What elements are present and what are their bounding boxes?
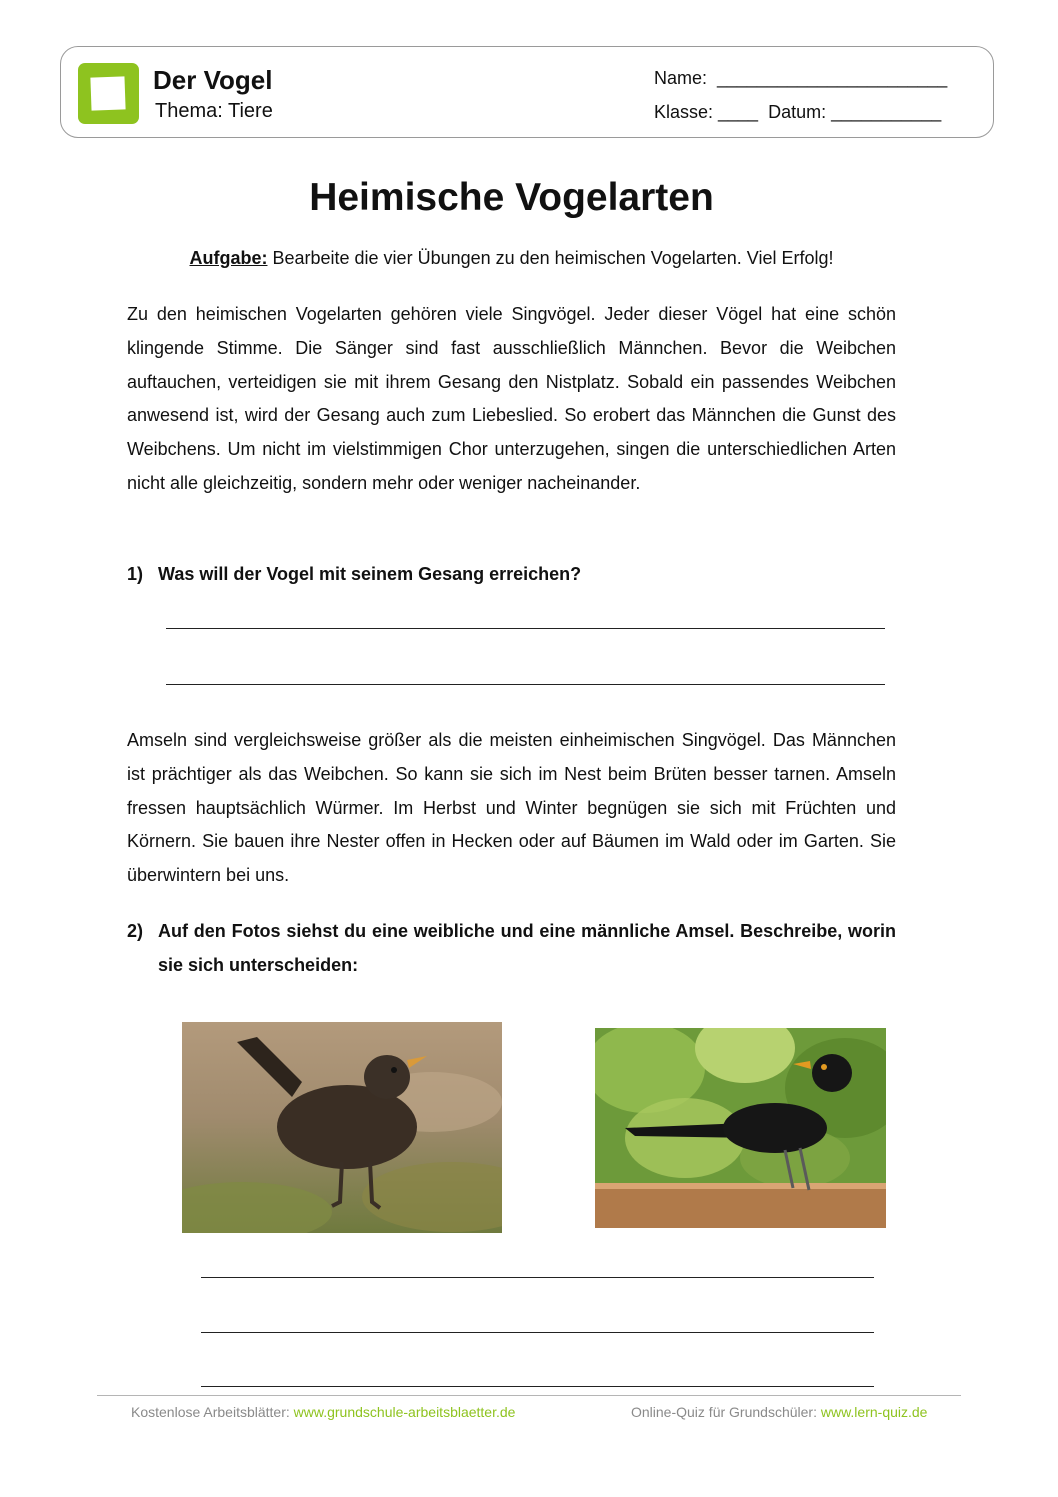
footer-right-text: Online-Quiz für Grundschüler: [631,1404,821,1420]
answer-line[interactable] [201,1332,874,1333]
footer-left-link[interactable]: www.grundschule-arbeitsblaetter.de [293,1404,516,1420]
worksheet-header [60,46,994,138]
footer-divider [97,1395,961,1396]
footer-right-link[interactable]: www.lern-quiz.de [820,1404,928,1420]
question-text: Auf den Fotos siehst du eine weibliche und eine männliche Amsel. Beschreibe, worin sie sich unterscheiden: [158,921,896,975]
name-field[interactable]: Name: _______________________ [654,68,948,88]
male-blackbird-photo [595,1028,886,1228]
logo-icon [78,63,139,124]
reading-paragraph-1: Zu den heimischen Vogelarten gehören viele Singvögel. Jeder dieser Vögel hat eine schön klingende Stimme. Die Sänger sind fast ausschließlich Männchen. Bevor die Weibchen auftauchen, verteidigen sie mit ihrem Gesang den Nistplatz. Sobald ein passendes Weibchen anwesend ist, wird der Gesang auch zum Liebeslied. So erobert das Männchen die Gunst des Weibchens. Um nicht im vielstimmigen Chor unterzugehen, singen die unterschiedlichen Arten nicht alle gleichzeitig, sondern mehr oder weniger nacheinander. [127,304,896,493]
question-2 [127,914,896,982]
worksheet-topic: Thema: Tiere [155,100,273,122]
footer-left-text: Kostenlose Arbeitsblätter: [131,1404,294,1420]
class-date-field[interactable]: Klasse: ____ Datum: ___________ [654,102,942,122]
worksheet-title: Der Vogel [153,65,273,95]
female-blackbird-photo [182,1022,502,1233]
task-instruction [0,248,1023,269]
question-number: 2) [127,921,144,941]
answer-line[interactable] [201,1277,874,1278]
task-text: Bearbeite die vier Übungen zu den heimischen Vogelarten. Viel Erfolg! [267,248,834,268]
question-text: Was will der Vogel mit seinem Gesang erreichen? [158,564,582,584]
footer-left [131,1404,515,1420]
page-title: Heimische Vogelarten [309,176,714,219]
reading-paragraph-2: Amseln sind vergleichsweise größer als die meisten einheimischen Singvögel. Das Männchen ist prächtiger als das Weibchen. So kann sie sich im Nest beim Brüten besser tarnen. Amseln fressen hauptsächlich Würmer. Im Herbst und Winter begnügen sie sich mit Früchten und Körnern. Sie bauen ihre Nester offen in Hecken oder auf Bäumen im Wald oder im Garten. Sie überwintern bei uns. [127,730,896,886]
answer-line[interactable] [201,1386,874,1387]
question-1 [127,557,896,591]
question-number: 1) [127,564,144,584]
answer-line[interactable] [166,628,885,629]
footer-right [631,1404,927,1420]
task-label: Aufgabe: [189,248,268,268]
answer-line[interactable] [166,684,885,685]
